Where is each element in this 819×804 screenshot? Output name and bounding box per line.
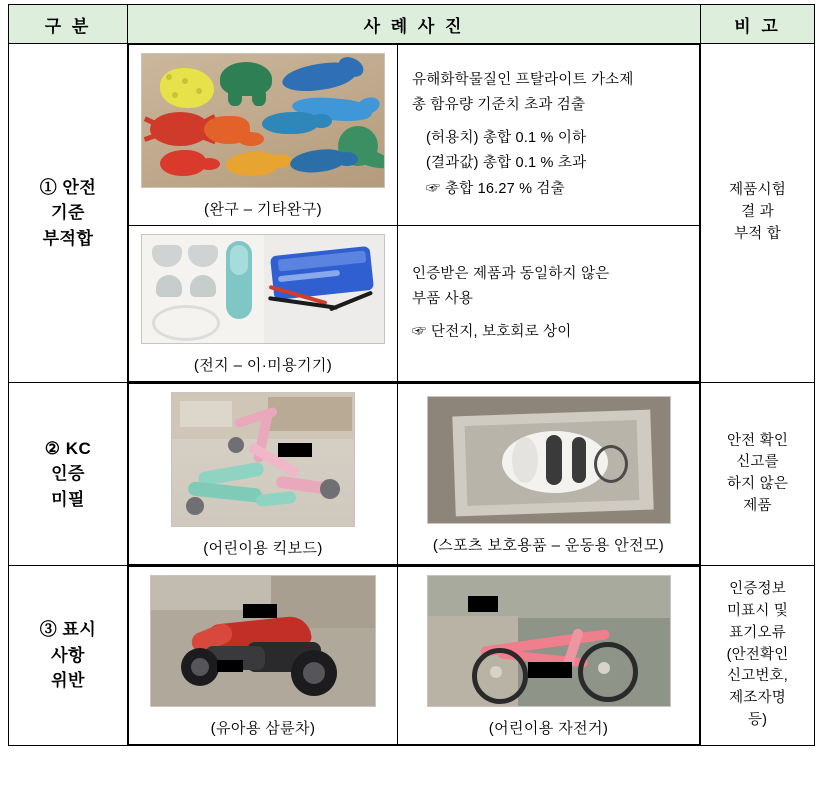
note-cell-2	[701, 383, 815, 566]
table-header-row	[9, 5, 815, 44]
desc-line: 총 함유량 기준치 초과 검출	[412, 97, 586, 114]
category-line: 사항	[51, 645, 85, 665]
toy-photo-block	[129, 45, 397, 225]
kickboard-photo	[171, 392, 355, 527]
toy-description-cell	[398, 45, 700, 226]
header-note: 비 고	[701, 5, 815, 44]
toy-figures-photo	[141, 53, 385, 188]
battery-description-cell	[398, 226, 700, 382]
photo-caption: (어린이용 자전거)	[488, 720, 609, 737]
table-row	[9, 383, 815, 566]
table-row	[9, 566, 815, 746]
redaction-bar	[243, 604, 277, 618]
desc-line: 부품 사용	[412, 291, 474, 308]
photo-caption: (완구 – 기타완구)	[203, 201, 322, 218]
subrow-battery	[129, 226, 700, 382]
photo-pair-table-3	[128, 566, 700, 745]
header-photos: 사 례 사 진	[128, 5, 701, 44]
category-line: ② KC	[44, 438, 92, 458]
redaction-bar	[278, 443, 312, 457]
tricycle-photo-block	[129, 567, 397, 744]
note-line: 신고번호,	[726, 668, 789, 685]
note-cell-1	[701, 44, 815, 383]
desc-line: (결과값) 총합 0.1 % 초과	[426, 155, 587, 172]
redaction-bar	[217, 660, 243, 672]
note-line: 안전 확인	[726, 432, 789, 449]
photo-caption: (스포츠 보호용품 – 운동용 안전모)	[432, 536, 665, 554]
redaction-bar	[528, 662, 572, 678]
subrow-table-1	[128, 44, 700, 382]
kickboard-photo-cell	[129, 384, 398, 565]
desc-line: ☞ 단전지, 보호회로 상이	[412, 323, 572, 340]
helmet-photo-cell	[398, 384, 700, 565]
table-row	[9, 44, 815, 383]
category-cell-1	[9, 44, 128, 383]
note-line: 미표시 및	[726, 603, 789, 620]
photos-cell-1	[128, 44, 701, 383]
note-line: 표기오류	[729, 624, 786, 641]
desc-line: ☞ 총합 16.27 % 검출	[426, 180, 565, 197]
sports-helmet-photo	[427, 396, 671, 524]
photos-cell-3	[128, 566, 701, 746]
note-line: 제품시험	[729, 182, 786, 199]
note-line: 제조자명	[729, 690, 786, 707]
note-line: 결 과	[741, 204, 774, 221]
header-category: 구 분	[9, 5, 128, 44]
battery-photo-block	[129, 226, 397, 381]
category-line: 미필	[51, 489, 85, 509]
tricycle-photo	[150, 575, 376, 707]
category-line: 인증	[51, 464, 85, 484]
photo-pair-table-2	[128, 383, 700, 565]
helmet-photo-block	[398, 388, 699, 561]
toy-photo-cell	[129, 45, 398, 226]
toy-description	[398, 62, 699, 208]
category-line: 기준	[51, 203, 85, 223]
desc-line: 유해화학물질인 프탈라이트 가소제	[412, 72, 634, 89]
photo-caption: (어린이용 킥보드)	[203, 540, 323, 557]
note-line: 등)	[747, 711, 768, 728]
note-line: 인증정보	[729, 581, 786, 598]
bicycle-photo-block	[398, 567, 699, 744]
battery-beauty-device-photo	[141, 234, 385, 344]
photo-caption: (전지 – 이·미용기기)	[193, 357, 333, 374]
note-cell-3	[701, 566, 815, 746]
bicycle-photo-cell	[398, 567, 700, 745]
kickboard-photo-block	[129, 384, 397, 564]
battery-description	[398, 256, 699, 351]
category-line: ③ 표시	[39, 620, 97, 640]
photo-caption: (유아용 삼륜차)	[210, 720, 316, 737]
category-cell-3	[9, 566, 128, 746]
bicycle-photo	[427, 575, 671, 707]
photos-cell-2	[128, 383, 701, 566]
note-line: 제품	[743, 497, 772, 514]
subrow-toys	[129, 45, 700, 226]
note-line: (안전확인	[726, 646, 789, 663]
desc-line: (허용치) 총합 0.1 % 이하	[426, 129, 587, 146]
desc-line: 인증받은 제품과 동일하지 않은	[412, 265, 610, 282]
redaction-bar	[468, 596, 498, 612]
category-line: 위반	[51, 671, 85, 691]
inspection-cases-table	[8, 4, 815, 746]
tricycle-photo-cell	[129, 567, 398, 745]
category-line: 부적합	[42, 228, 94, 248]
note-line: 신고를	[736, 454, 779, 471]
battery-photo-cell	[129, 226, 398, 382]
note-line: 부적 합	[734, 225, 781, 242]
note-line: 하지 않은	[726, 476, 789, 492]
category-line: ① 안전	[39, 177, 97, 197]
category-cell-2	[9, 383, 128, 566]
